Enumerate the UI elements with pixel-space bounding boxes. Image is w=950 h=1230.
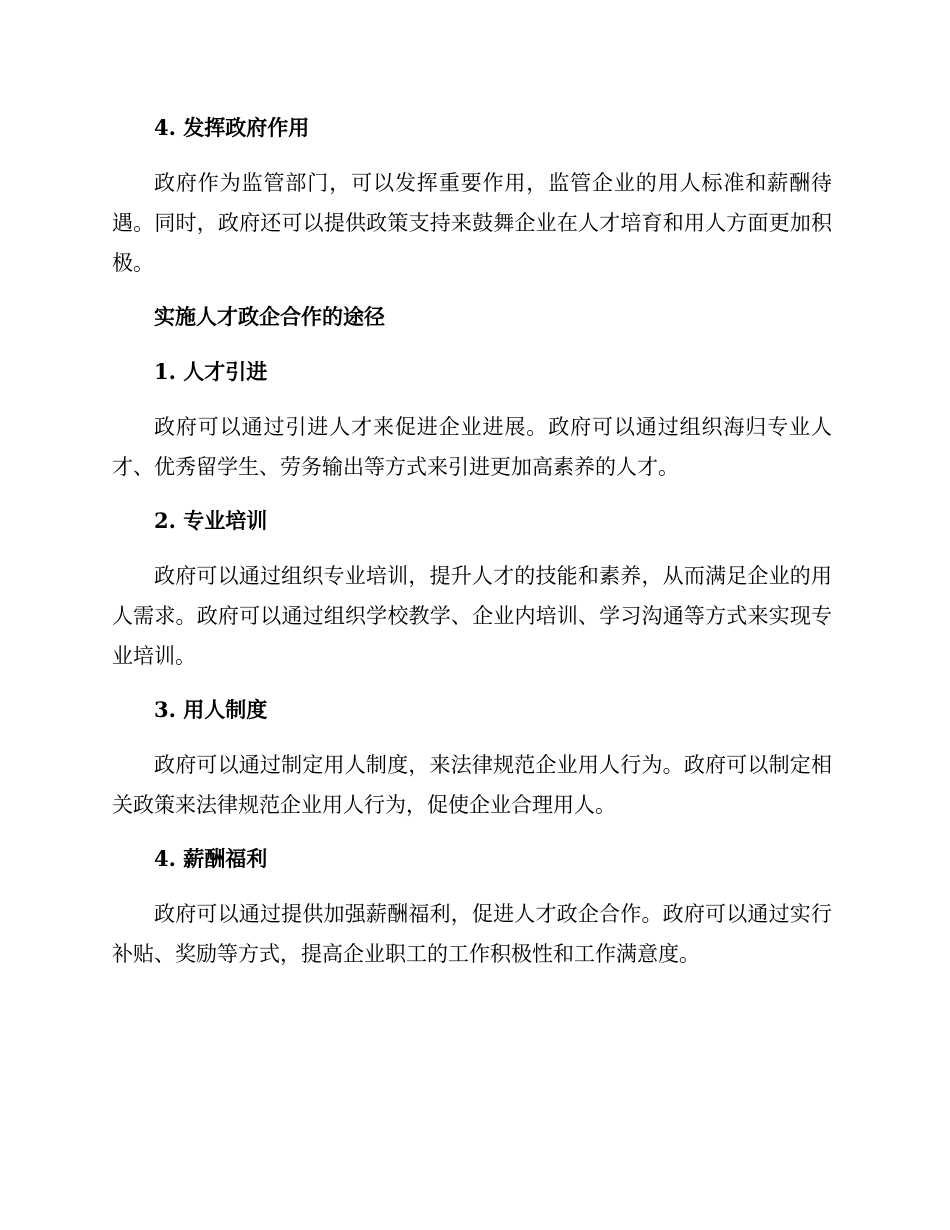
paragraph-talent-introduction: 政府可以通过引进人才来促进企业进展。政府可以通过组织海归专业人才、优秀留学生、劳务输出等方式来引进更加高素养的人才。 <box>112 415 832 479</box>
section-heading-employment-system: 3. 用人制度 <box>154 697 268 722</box>
section-heading-salary-benefits: 4. 薪酬福利 <box>154 846 268 871</box>
section-heading-government-role: 4. 发挥政府作用 <box>154 115 310 140</box>
paragraph-salary-benefits: 政府可以通过提供加强薪酬福利，促进人才政企合作。政府可以通过实行补贴、奖励等方式，提高企业职工的工作积极性和工作满意度。 <box>112 902 832 966</box>
section-heading-implementation-paths: 实施人才政企合作的途径 <box>154 304 385 329</box>
paragraph-employment-system: 政府可以通过制定用人制度，来法律规范企业用人行为。政府可以制定相关政策来法律规范企业用人行为，促使企业合理用人。 <box>112 753 832 817</box>
paragraph-professional-training: 政府可以通过组织专业培训，提升人才的技能和素养，从而满足企业的用人需求。政府可以通过组织学校教学、企业内培训、学习沟通等方式来实现专业培训。 <box>112 564 832 668</box>
document-page <box>112 108 832 988</box>
section-heading-professional-training: 2. 专业培训 <box>154 508 268 533</box>
section-heading-talent-introduction: 1. 人才引进 <box>154 359 268 384</box>
paragraph-government-role: 政府作为监管部门，可以发挥重要作用，监管企业的用人标准和薪酬待遇。同时，政府还可以提供政策支持来鼓舞企业在人才培育和用人方面更加积极。 <box>112 171 832 275</box>
